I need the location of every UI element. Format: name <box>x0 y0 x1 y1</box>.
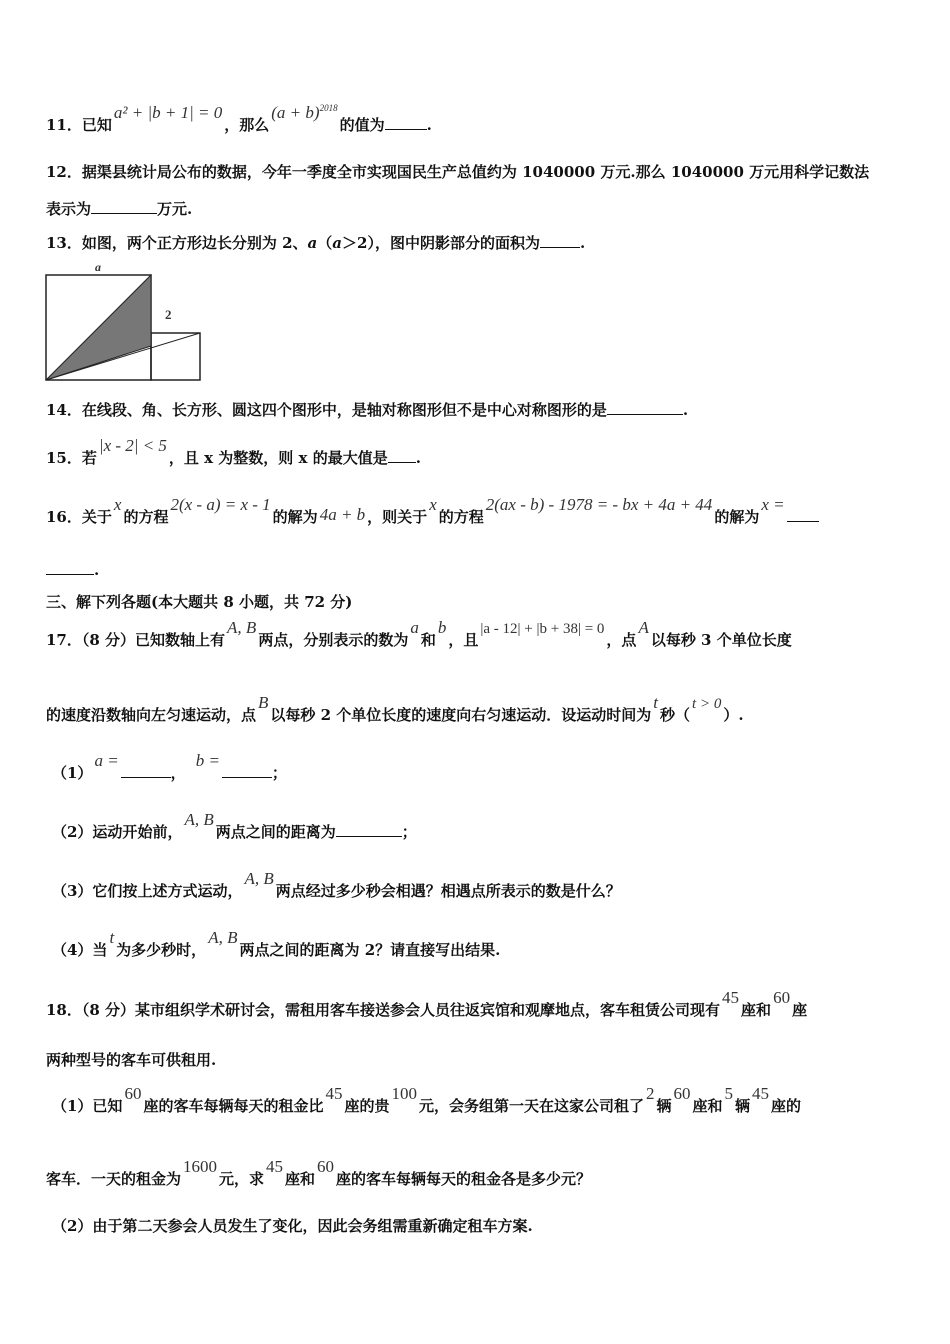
math-expression: |x - 2| < 5 <box>98 436 167 455</box>
question-12: 12．据渠县统计局公布的数据，今年一季度全市实现国民生产总值约为 1040000 万元.那么 1040000 万元用科学记数法 <box>46 163 870 181</box>
answer-blank <box>540 233 580 248</box>
question-18-part-1: （1）已知60座的客车每辆每天的租金比45座的贵100元，会务组第一天在这家公司租了2辆60座和5辆45座的 <box>52 1084 802 1115</box>
two-squares-figure <box>45 262 205 386</box>
question-18-part-1-line2: 客车．一天的租金为1600元，求45座和60座的客车每辆每天的租金各是多少元？ <box>46 1157 592 1188</box>
question-18: 18．（8 分）某市组织学术研讨会，需租用客车接送参会人员往返宾馆和观摩地点，客车租赁公司现有45座和60座 <box>46 988 808 1019</box>
side-label-a: a <box>95 262 101 274</box>
question-17: 17．（8 分）已知数轴上有A, B两点，分别表示的数为a和b，且|a - 12| + |b + 38| = 0，点A以每秒 3 个单位长度 <box>46 618 792 649</box>
math-expression: a² + |b + 1| = 0 <box>113 103 223 122</box>
answer-blank <box>388 448 416 463</box>
question-18-line2: 两种型号的客车可供租用. <box>46 1051 217 1069</box>
answer-blank <box>787 507 819 522</box>
answer-blank <box>336 822 402 837</box>
question-16-line2: . <box>46 560 99 580</box>
question-14: 14．在线段、角、长方形、圆这四个图形中，是轴对称图形但不是中心对称图形的是 . <box>46 401 689 419</box>
answer-blank <box>222 763 272 778</box>
question-15: 15．若|x - 2| < 5，且 x 为整数，则 x 的最大值是 . <box>46 436 421 467</box>
question-18-part-2: （2）由于第二天参会人员发生了变化，因此会务组需重新确定租车方案. <box>52 1217 533 1235</box>
math-expression: $(a + b)^{2018}$ <box>271 103 338 122</box>
question-17-part-2: （2）运动开始前，A, B两点之间的距离为 ； <box>52 810 417 841</box>
question-12-line2: 表示为 万元. <box>46 200 193 218</box>
answer-blank <box>121 763 171 778</box>
question-11: 11．已知a² + |b + 1| = 0，那么$(a + b)^{2018}$的值为 . <box>46 103 432 134</box>
equation-1: 2(x - a) = x - 1 <box>170 495 271 514</box>
question-13: 13．如图，两个正方形边长分别为 2、a（a＞2），图中阴影部分的面积为 . <box>46 234 586 252</box>
answer-blank <box>91 199 157 214</box>
answer-blank <box>46 560 94 575</box>
answer-blank <box>607 400 683 415</box>
answer-blank <box>385 115 427 130</box>
section-heading: 三、解下列各题(本大题共 8 小题，共 72 分) <box>46 593 353 611</box>
question-17-part-4: （4）当t为多少秒时，A, B两点之间的距离为 2？请直接写出结果. <box>52 928 501 959</box>
side-label-2: 2 <box>165 307 172 322</box>
question-16: 16．关于x的方程2(x - a) = x - 1的解为 4a + b ，则关于x的方程2(ax - b) - 1978 = - bx + 4a + 44的解为x = <box>46 507 819 527</box>
equation-2: 2(ax - b) - 1978 = - bx + 4a + 44 <box>485 495 713 514</box>
question-17-part-3: （3）它们按上述方式运动，A, B两点经过多少秒会相遇？相遇点所表示的数是什么？ <box>52 869 621 900</box>
condition-expression: |a - 12| + |b + 38| = 0 <box>480 621 605 637</box>
question-17-line2: 的速度沿数轴向左匀速运动，点B以每秒 2 个单位长度的速度向右匀速运动．设运动时间为t秒（t > 0）. <box>46 693 744 724</box>
question-17-part-1: （1）a =，b =； <box>52 751 287 782</box>
